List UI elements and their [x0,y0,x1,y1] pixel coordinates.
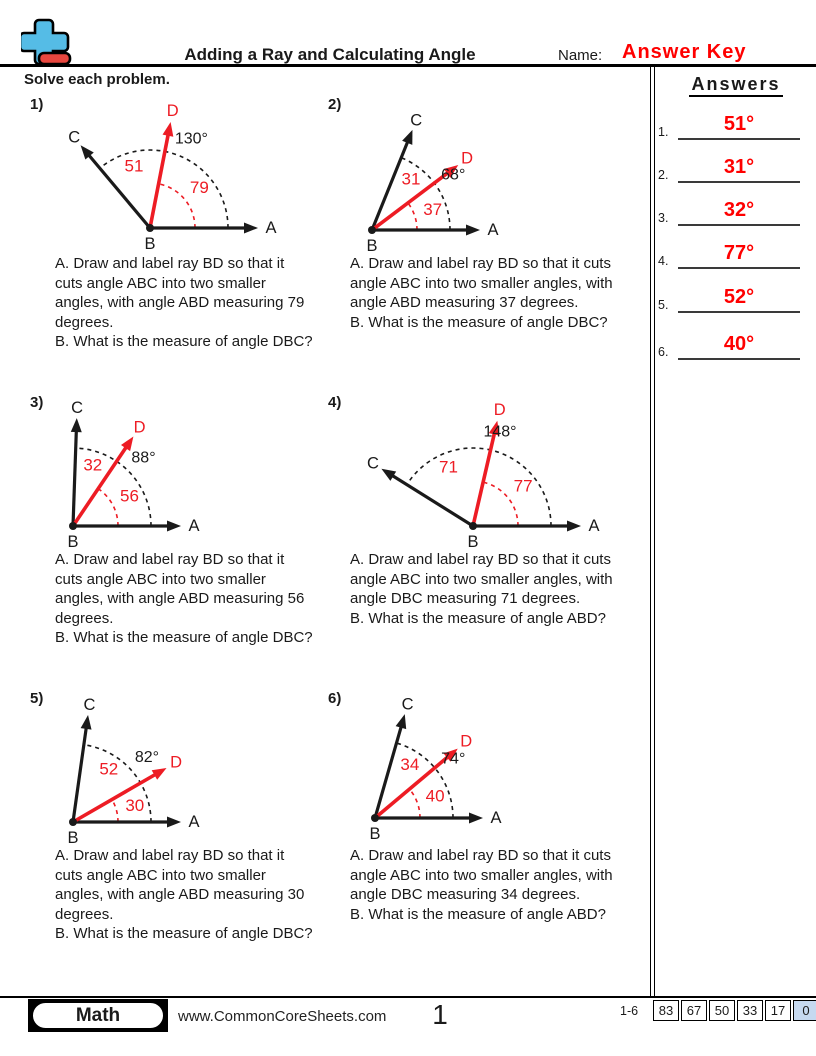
problem-number: 6) [328,690,342,707]
question-line: cuts angle ABC into two smaller [55,274,266,292]
ray-bc [375,727,401,818]
score-box: 83 [653,1000,679,1021]
answer-number: 5. [658,298,669,312]
ray-ba-arrowhead [244,223,258,234]
question-line: angle DBC measuring 71 degrees. [350,590,581,607]
answer-value: 77° [678,242,800,269]
problem-number: 3) [30,394,44,411]
vertex-label: B [366,237,378,255]
ray-bd [473,433,494,526]
ray-ba-arrowhead [567,521,581,532]
problem-number: 1) [30,96,44,113]
footer-divider [0,996,816,998]
score-box: 33 [737,1000,763,1021]
score-box: 67 [681,1000,707,1021]
ray-bc [392,476,473,526]
page-number: 1 [432,999,448,1030]
total-angle-label: 74° [441,750,466,768]
angle-diagram [67,399,199,551]
ray-bc [73,728,86,822]
answer-value: 31° [678,156,800,183]
question-line: angle ABC into two smaller angles, with [350,866,613,884]
ray-c-label: C [68,128,81,147]
angle-dbc-label: 31 [401,169,421,189]
angle-abd-label: 79 [189,177,209,197]
ray-c-label: C [366,454,379,473]
angle-dbc-label: 34 [400,754,420,774]
score-box: 0 [793,1000,816,1021]
ray-c-label: C [401,695,414,714]
ray-bc-arrowhead [381,469,396,481]
ray-d-label: D [166,102,179,121]
vertex-point [469,522,477,530]
question-line: angle DBC measuring 34 degrees. [350,886,581,903]
ray-d-label: D [461,149,473,168]
instructions-text: Solve each problem. [24,71,170,88]
ray-bc-arrowhead [396,714,407,729]
ray-a-label: A [487,221,499,239]
score-range-label: 1-6 [620,1004,639,1018]
vertex-label: B [144,235,156,253]
question-line: angle ABC into two smaller angles, with [350,274,613,292]
angle-abd-label: 77 [513,476,533,496]
angle-dbc-label: 52 [99,759,119,779]
score-box: 50 [709,1000,735,1021]
vertex-point [69,522,77,530]
ray-d-label: D [460,732,473,751]
ray-ba-arrowhead [469,813,483,824]
ray-d-label: D [493,401,506,420]
score-box: 17 [765,1000,791,1021]
problem-number: 4) [328,394,342,411]
answer-number: 3. [658,211,669,225]
ray-bd [150,135,168,228]
ray-bc-arrowhead [71,418,82,432]
question-line: B. What is the measure of angle DBC? [55,333,313,350]
ray-a-label: A [188,517,200,535]
question-line: B. What is the measure of angle DBC? [350,313,608,331]
question-line: A. Draw and label ray BD so that it [55,551,285,568]
angle-arc-abd [112,800,118,823]
vertex-point [146,224,154,232]
question-line: cuts angle ABC into two smaller [55,866,266,884]
angle-arc-abd [98,489,118,526]
question-line: B. What is the measure of angle DBC? [55,629,313,646]
website-text: www.CommonCoreSheets.com [178,1008,387,1025]
vertex-point [371,814,379,822]
angle-diagram [369,696,501,843]
angle-abd-label: 30 [125,795,145,815]
answers-title-text: Answers [689,74,782,97]
angle-diagram [67,696,199,847]
question-line: angles, with angle ABD measuring 56 [55,590,305,607]
problem-number: 2) [328,96,342,113]
angle-abd-label: 37 [423,200,443,220]
angle-dbc-label: 51 [124,156,144,176]
total-angle-label: 148° [483,423,517,441]
ray-a-label: A [490,809,502,827]
vertex-point [368,226,376,234]
answer-number: 2. [658,168,669,182]
problem-question [55,846,313,944]
ray-c-label: C [83,696,96,715]
question-line: degrees. [55,905,114,923]
subject-badge-label: Math [32,1002,164,1029]
ray-ba-arrowhead [167,817,181,828]
worksheet-title: Adding a Ray and Calculating Angle [184,45,476,64]
problem-number: 5) [30,690,44,707]
ray-a-label: A [265,219,277,237]
ray-bc [73,431,76,526]
ray-c-label: C [410,111,423,130]
answer-value: 52° [678,286,800,313]
angle-diagram [366,112,498,255]
vertex-label: B [67,829,79,847]
angle-dbc-label: 32 [83,455,103,475]
vertex-point [69,818,77,826]
ray-ba-arrowhead [167,521,181,532]
vertex-label: B [67,533,79,551]
answer-number: 6. [658,345,669,359]
vertex-label: B [467,533,479,551]
question-line: B. What is the measure of angle DBC? [55,925,313,942]
answer-value: 32° [678,199,800,226]
question-line: degrees. [55,609,114,627]
question-line: cuts angle ABC into two smaller [55,570,266,588]
problem-question [350,254,613,332]
ray-a-label: A [588,517,600,535]
score-grid [653,1000,816,1021]
angle-diagram [68,102,276,253]
total-angle-label: 88° [131,449,156,467]
question-line: B. What is the measure of angle ABD? [350,609,606,627]
question-line: B. What is the measure of angle ABD? [350,905,606,923]
angle-abd-label: 56 [120,486,139,506]
problem-question [55,254,313,352]
answer-value: 51° [678,113,800,140]
problem-question [350,846,613,924]
angle-arc-abd [408,203,417,230]
name-label: Name: [558,47,603,64]
ray-a-label: A [188,813,200,831]
question-line: A. Draw and label ray BD so that it cuts [350,847,611,864]
ray-bc-arrowhead [402,130,412,145]
total-angle-label: 130° [174,130,208,148]
ray-ba-arrowhead [466,225,480,236]
total-angle-label: 68° [441,166,466,184]
ray-d-label: D [170,753,183,772]
question-line: angles, with angle ABD measuring 79 [55,294,305,311]
answer-number: 1. [658,125,669,139]
question-line: A. Draw and label ray BD so that it [55,847,285,864]
name-value: Answer Key [622,41,747,63]
ray-c-label: C [71,399,84,418]
angle-dbc-label: 71 [439,457,458,477]
question-line: angles, with angle ABD measuring 30 [55,886,305,903]
question-line: angle ABC into two smaller angles, with [350,570,613,588]
question-line: A. Draw and label ray BD so that it [55,255,285,272]
question-line: A. Draw and label ray BD so that it cuts [350,255,611,272]
question-line: degrees. [55,313,114,331]
angle-arc-abd [409,789,420,818]
problem-question [350,550,613,628]
angle-abd-label: 40 [425,786,445,806]
question-line: angle ABD measuring 37 degrees. [350,294,579,311]
ray-d-label: D [133,418,146,437]
ray-bd-arrowhead [163,122,174,137]
answer-number: 4. [658,254,669,268]
ray-bc-arrowhead [81,715,92,730]
vertex-label: B [369,825,381,843]
question-line: A. Draw and label ray BD so that it cuts [350,551,611,568]
angle-diagram [367,401,600,551]
answer-value: 40° [678,333,800,360]
total-angle-label: 82° [134,749,160,767]
subject-badge [28,999,168,1032]
problem-question [55,550,313,648]
ray-bd-arrowhead [152,768,167,780]
